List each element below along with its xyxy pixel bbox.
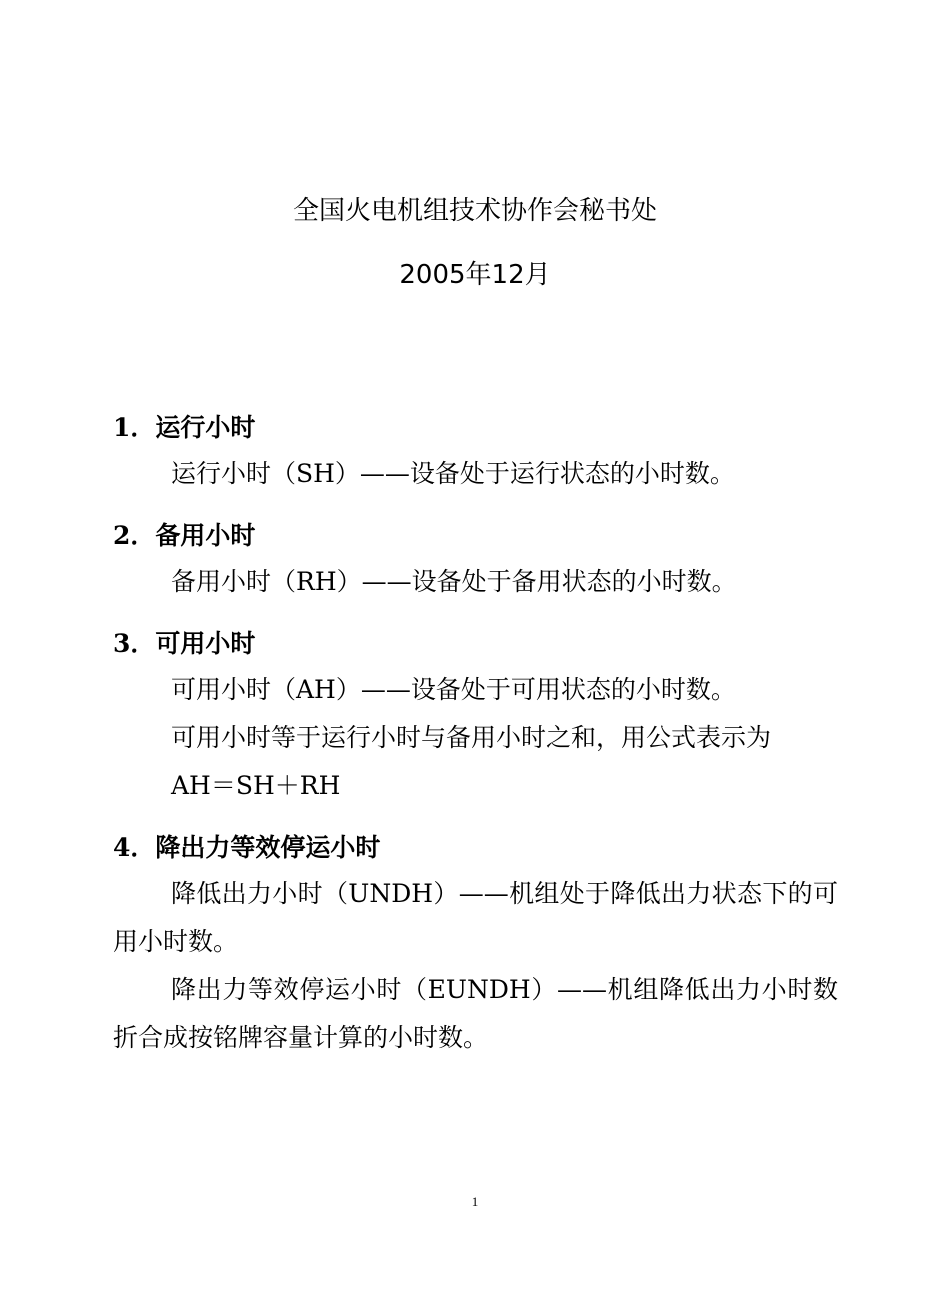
section-heading — [113, 826, 838, 870]
paragraph: 运行小时（SH）——设备处于运行状态的小时数。 — [171, 459, 735, 488]
section-number: 1． — [113, 413, 156, 442]
paragraph: 可用小时等于运行小时与备用小时之和，用公式表示为 — [171, 723, 772, 752]
section-operating-hours — [113, 406, 838, 498]
section-number: 3． — [113, 629, 156, 658]
section-title: 可用小时 — [155, 629, 256, 658]
page-number: 1 — [471, 1194, 479, 1209]
section-title: 备用小时 — [155, 521, 256, 550]
publication-date: 2005年12月 — [399, 260, 551, 290]
document-body — [113, 406, 838, 1078]
section-heading — [113, 406, 838, 450]
section-derated-equivalent-outage-hours — [113, 826, 838, 1062]
organization-name: 全国火电机组技术协作会秘书处 — [292, 196, 657, 226]
section-heading — [113, 514, 838, 558]
section-heading — [113, 622, 838, 666]
paragraph: 降低出力小时（UNDH）——机组处于降低出力状态下的可用小时数。 — [113, 879, 838, 956]
section-number: 4． — [113, 833, 156, 862]
section-number: 2． — [113, 521, 156, 550]
section-title: 运行小时 — [155, 413, 256, 442]
formula: AH＝SH＋RH — [171, 771, 341, 800]
section-title: 降出力等效停运小时 — [155, 833, 381, 862]
paragraph: 备用小时（RH）——设备处于备用状态的小时数。 — [171, 567, 737, 596]
section-available-hours — [113, 622, 838, 810]
paragraph: 降出力等效停运小时（EUNDH）——机组降低出力小时数折合成按铭牌容量计算的小时数。 — [113, 975, 838, 1052]
paragraph: 可用小时（AH）——设备处于可用状态的小时数。 — [171, 675, 736, 704]
section-reserve-hours — [113, 514, 838, 606]
